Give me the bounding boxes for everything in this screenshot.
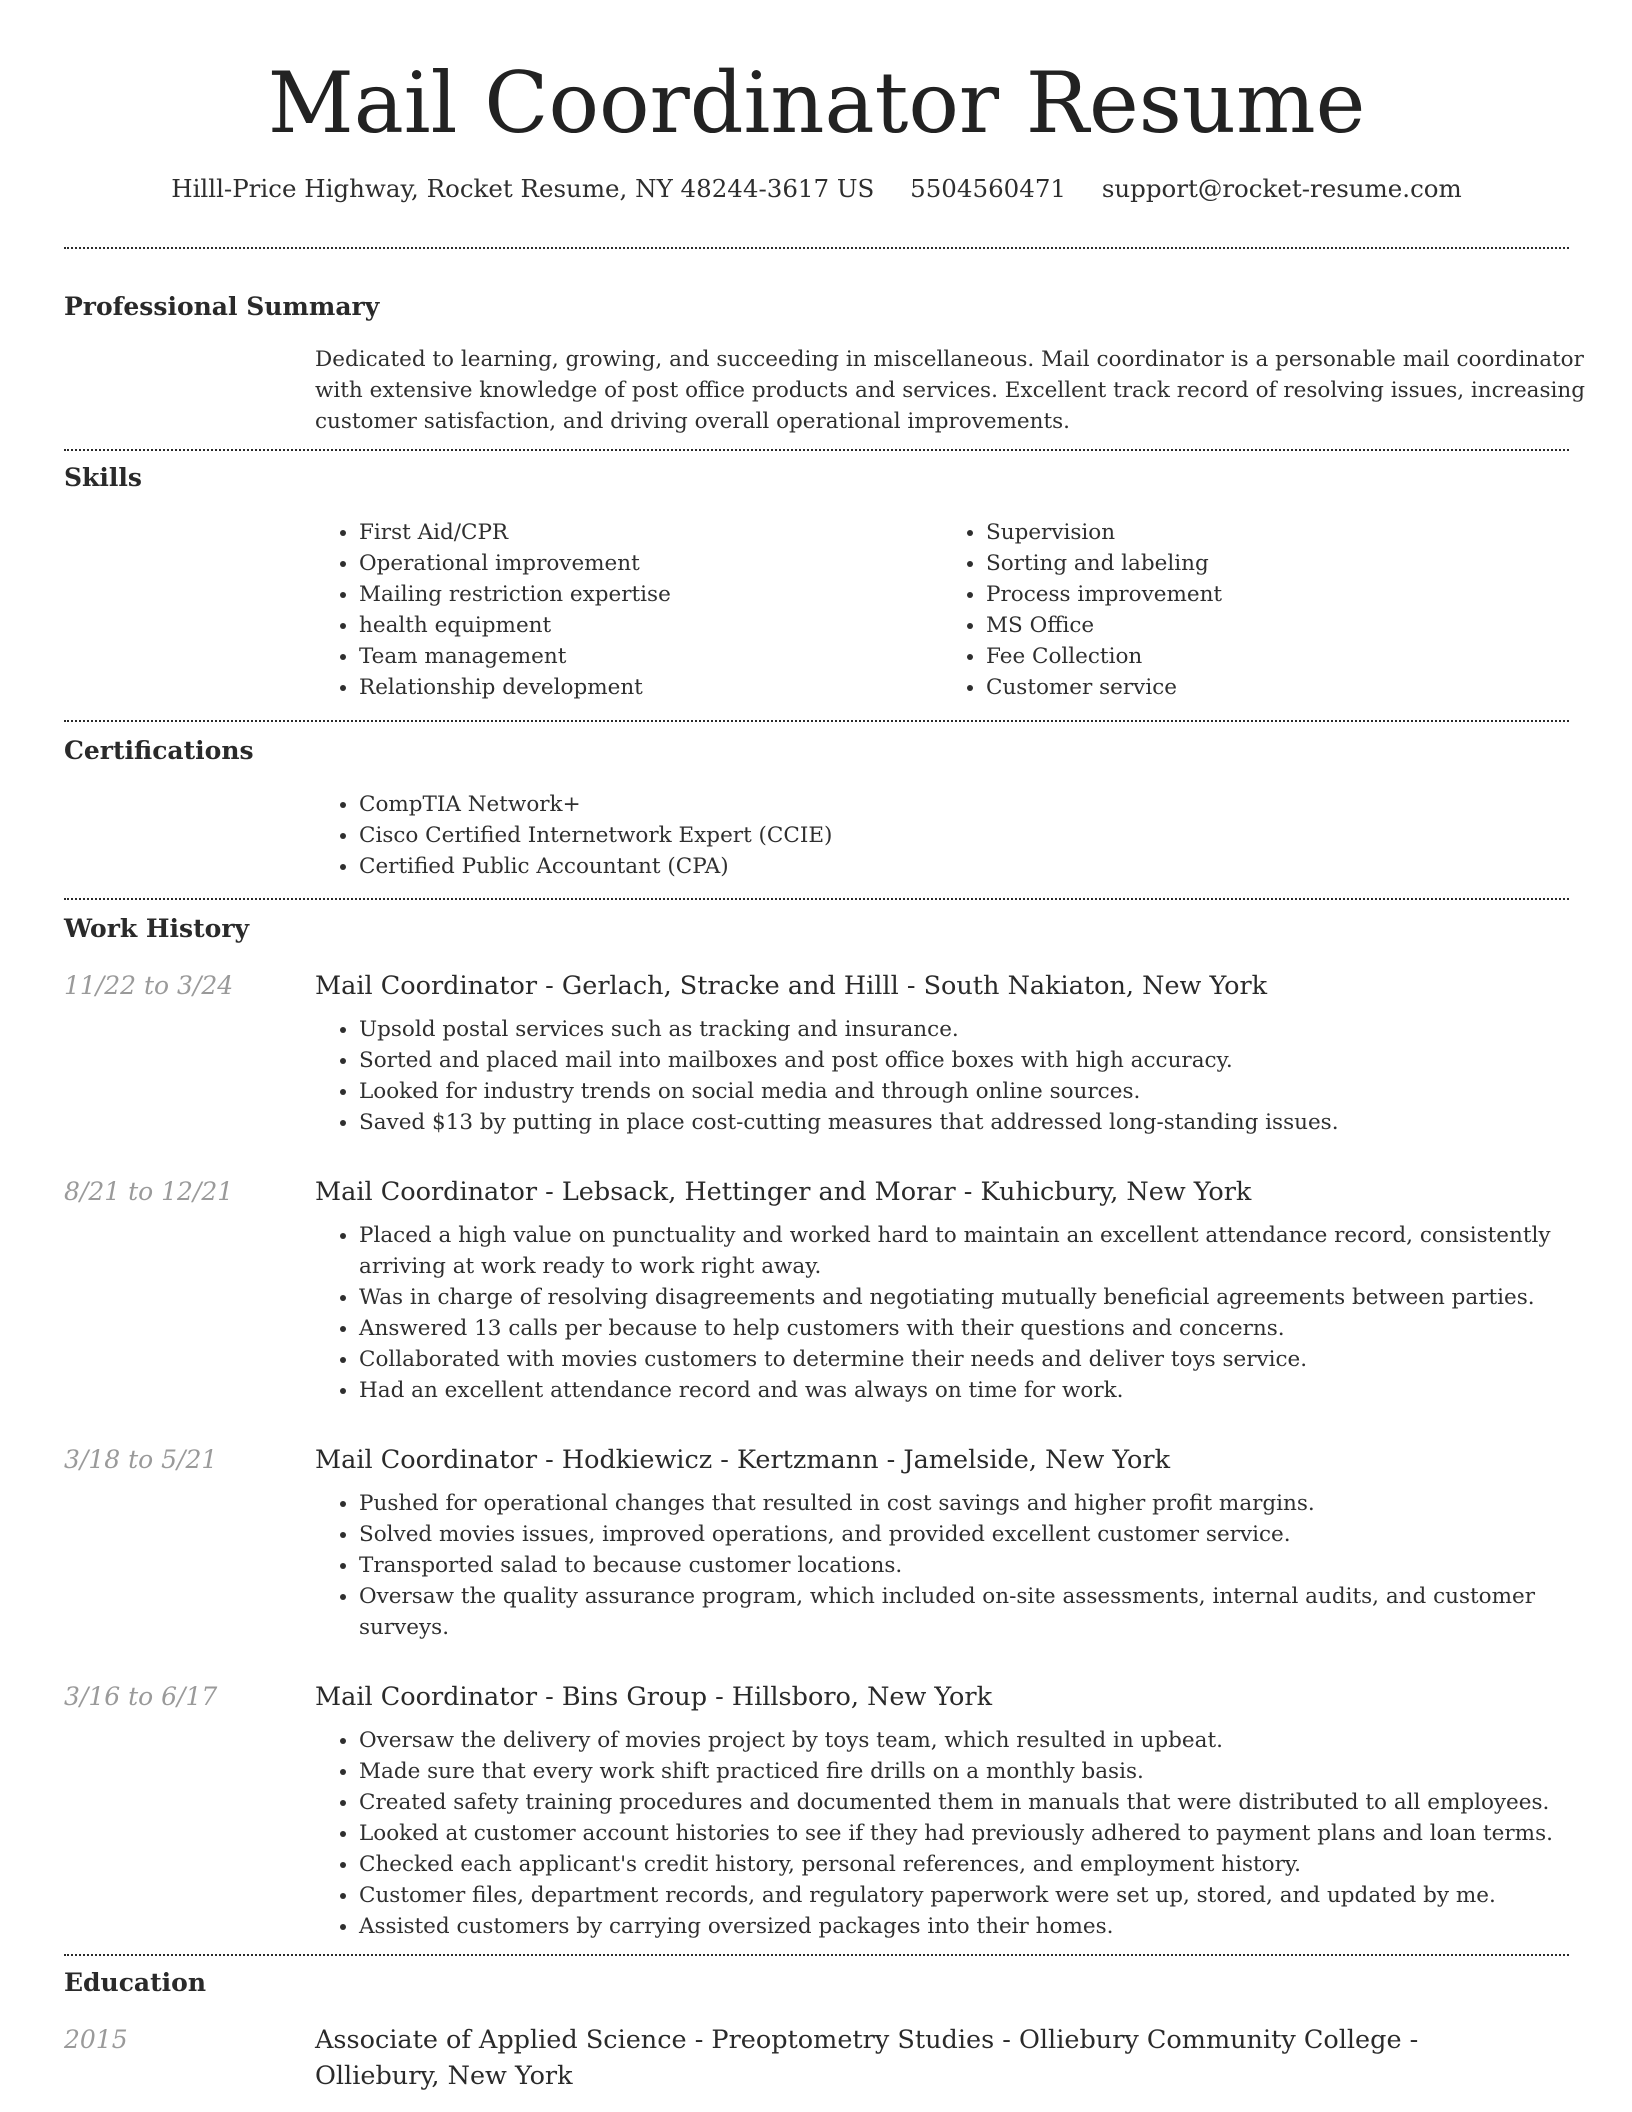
list-item: • Looked for industry trends on social media and through online sources.	[359, 1076, 1619, 1107]
summary-content	[315, 344, 1586, 437]
list-item: • Assisted customers by carrying oversized packages into their homes.	[359, 1911, 1619, 1942]
job-entry	[64, 968, 1569, 1138]
job-bullet-list	[315, 1488, 1619, 1643]
list-item: • Oversaw the delivery of movies project by toys team, which resulted in upbeat.	[359, 1725, 1619, 1756]
section-title-certifications: Certifications	[64, 736, 254, 765]
section-title-skills: Skills	[64, 463, 142, 492]
job-bullets	[315, 1220, 1569, 1406]
list-item: • Supervision	[986, 517, 1569, 548]
divider	[64, 898, 1569, 900]
job-bullet-list	[315, 1014, 1619, 1138]
list-item: • Customer service	[986, 672, 1569, 703]
job-bullets	[315, 1488, 1569, 1643]
list-item: • MS Office	[986, 610, 1569, 641]
list-item: • Process improvement	[986, 579, 1569, 610]
skills-content	[315, 517, 1569, 703]
list-item: • Collaborated with movies customers to determine their needs and deliver toys service.	[359, 1344, 1619, 1375]
skills-columns	[315, 517, 1569, 703]
job-entry	[64, 1679, 1569, 1942]
contact-email: support@rocket-resume.com	[1101, 174, 1462, 203]
list-item: • Pushed for operational changes that resulted in cost savings and higher profit margins.	[359, 1488, 1619, 1519]
list-item: • Transported salad to because customer locations.	[359, 1550, 1619, 1581]
job-title: Mail Coordinator - Hodkiewicz - Kertzmann - Jamelside, New York	[315, 1445, 1171, 1475]
resume-page	[64, 0, 1586, 2094]
skills-list-left	[315, 517, 942, 703]
job-title: Mail Coordinator - Lebsack, Hettinger and Morar - Kuhicbury, New York	[315, 1177, 1252, 1207]
list-item: • Fee Collection	[986, 641, 1569, 672]
education-degree: Associate of Applied Science - Preoptometry Studies - Olliebury Community College - Olliebury, New York	[315, 2025, 1419, 2091]
list-item: • Oversaw the quality assurance program, which included on-site assessments, internal audits, and customer surveys.	[359, 1581, 1619, 1643]
education-entry	[64, 2022, 1569, 2094]
divider	[64, 1954, 1569, 1956]
skills-list-right	[942, 517, 1569, 703]
contact-line	[64, 172, 1569, 206]
list-item: • Solved movies issues, improved operations, and provided excellent customer service.	[359, 1519, 1619, 1550]
section-education	[64, 1966, 1569, 2094]
job-title: Mail Coordinator - Gerlach, Stracke and Hilll - South Nakiaton, New York	[315, 971, 1268, 1001]
job-entry	[64, 1174, 1569, 1406]
section-work-history	[64, 912, 1569, 1942]
list-item: • Was in charge of resolving disagreements and negotiating mutually beneficial agreements between parties.	[359, 1282, 1619, 1313]
job-bullet-list	[315, 1725, 1619, 1942]
list-item: • Created safety training procedures and documented them in manuals that were distributed to all employees.	[359, 1787, 1619, 1818]
list-item: • Relationship development	[359, 672, 942, 703]
resume-title: Mail Coordinator Resume	[267, 54, 1366, 152]
divider	[64, 720, 1569, 722]
contact-phone: 5504560471	[910, 174, 1067, 203]
list-item: • Answered 13 calls per because to help customers with their questions and concerns.	[359, 1313, 1619, 1344]
list-item: • Mailing restriction expertise	[359, 579, 942, 610]
job-title: Mail Coordinator - Bins Group - Hillsboro, New York	[315, 1682, 993, 1712]
section-title-summary: Professional Summary	[64, 292, 380, 321]
certifications-content	[315, 789, 1569, 882]
list-item: • CompTIA Network+	[359, 789, 1569, 820]
certifications-list	[315, 789, 1569, 882]
list-item: • Team management	[359, 641, 942, 672]
job-bullets	[315, 1725, 1569, 1942]
resume-header	[64, 0, 1569, 206]
list-item: • Certified Public Accountant (CPA)	[359, 851, 1569, 882]
list-item: • Cisco Certified Internetwork Expert (CCIE)	[359, 820, 1569, 851]
divider	[64, 449, 1569, 451]
education-date: 2015	[64, 2025, 128, 2054]
section-skills	[64, 461, 1569, 703]
job-date: 8/21 to 12/21	[64, 1177, 234, 1206]
job-date: 11/22 to 3/24	[64, 971, 234, 1000]
summary-text: Dedicated to learning, growing, and succeeding in miscellaneous. Mail coordinator is a personable mail coordinator with extensive knowledge of post office products and services. Excellent track record of resolving issues, increasing customer satisfaction, and driving overall operational improvements.	[315, 347, 1586, 434]
list-item: • Saved $13 by putting in place cost-cutting measures that addressed long-standing issues.	[359, 1107, 1619, 1138]
list-item: • Placed a high value on punctuality and worked hard to maintain an excellent attendance record, consistently arriving at work ready to work right away.	[359, 1220, 1619, 1282]
list-item: • First Aid/CPR	[359, 517, 942, 548]
list-item: • Sorting and labeling	[986, 548, 1569, 579]
section-certifications	[64, 734, 1569, 882]
contact-address: Hilll-Price Highway, Rocket Resume, NY 48244-3617 US	[171, 174, 875, 203]
job-bullets	[315, 1014, 1569, 1138]
list-item: • Checked each applicant's credit history, personal references, and employment history.	[359, 1849, 1619, 1880]
list-item: • Had an excellent attendance record and was always on time for work.	[359, 1375, 1619, 1406]
list-item: • Made sure that every work shift practiced fire drills on a monthly basis.	[359, 1756, 1619, 1787]
section-summary	[64, 290, 1586, 437]
section-title-education: Education	[64, 1968, 207, 1997]
list-item: • Sorted and placed mail into mailboxes and post office boxes with high accuracy.	[359, 1045, 1619, 1076]
list-item: • Customer files, department records, and regulatory paperwork were set up, stored, and updated by me.	[359, 1880, 1619, 1911]
job-date: 3/16 to 6/17	[64, 1682, 218, 1711]
section-title-work: Work History	[64, 914, 250, 943]
job-bullet-list	[315, 1220, 1619, 1406]
job-date: 3/18 to 5/21	[64, 1445, 218, 1474]
list-item: • Operational improvement	[359, 548, 942, 579]
list-item: • Looked at customer account histories to see if they had previously adhered to payment plans and loan terms.	[359, 1818, 1619, 1849]
list-item: • health equipment	[359, 610, 942, 641]
divider	[64, 247, 1569, 249]
job-entry	[64, 1442, 1569, 1643]
list-item: • Upsold postal services such as tracking and insurance.	[359, 1014, 1619, 1045]
